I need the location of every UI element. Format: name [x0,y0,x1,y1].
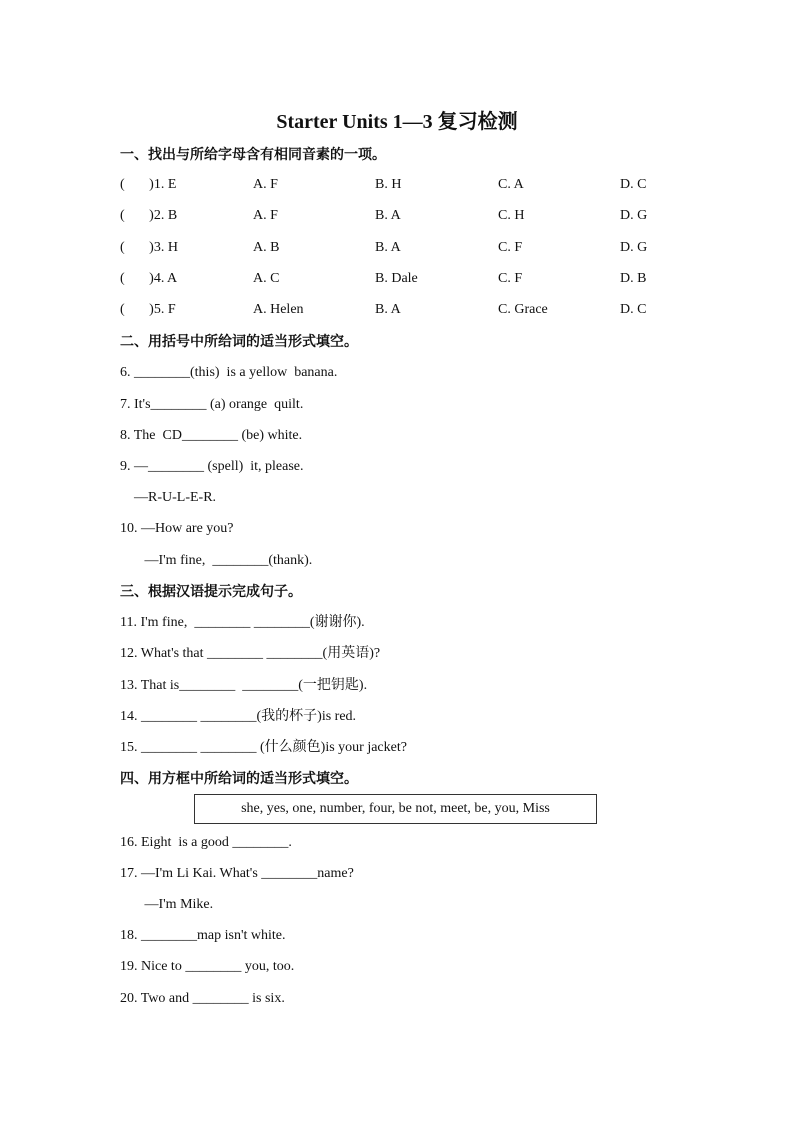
answer-line: —R-U-L-E-R. [120,490,217,505]
question-line: 6. ________(this) is a yellow banana. [120,365,338,380]
option-d: D. G [620,208,648,223]
question-line: 10. —How are you? [120,521,234,536]
question-row-4 [120,271,680,289]
section-3-heading: 三、根据汉语提示完成句子。 [120,584,302,600]
option-b: B. A [375,240,401,255]
section-1-heading: 一、找出与所给字母含有相同音素的一项。 [120,147,386,163]
option-c: C. F [498,240,523,255]
option-a: A. C [253,271,280,286]
question-line: 16. Eight is a good ________. [120,835,292,850]
option-b: B. A [375,208,401,223]
question-stem: ( )1. E [120,177,177,192]
answer-line: —I'm fine, ________(thank). [120,553,313,568]
question-line: 15. ________ ________ (什么颜色)is your jacket? [120,740,407,755]
option-c: C. H [498,208,525,223]
option-b: B. H [375,177,402,192]
question-line: 14. ________ ________(我的杯子)is red. [120,709,357,724]
option-a: A. B [253,240,280,255]
option-c: C. A [498,177,524,192]
question-line: 20. Two and ________ is six. [120,991,285,1006]
question-line: 9. —________ (spell) it, please. [120,459,304,474]
question-line: 12. What's that ________ ________(用英语)? [120,646,381,661]
option-a: A. Helen [253,302,304,317]
option-d: D. C [620,177,647,192]
question-row-3 [120,240,680,258]
option-c: C. F [498,271,523,286]
question-row-2 [120,208,680,226]
option-b: B. A [375,302,401,317]
question-line: 17. —I'm Li Kai. What's ________name? [120,866,354,881]
question-line: 8. The CD________ (be) white. [120,428,303,443]
question-line: 11. I'm fine, ________ ________(谢谢你). [120,615,365,630]
option-c: C. Grace [498,302,548,317]
option-a: A. F [253,208,278,223]
question-line: 19. Nice to ________ you, too. [120,959,295,974]
question-stem: ( )3. H [120,240,178,255]
question-stem: ( )2. B [120,208,178,223]
answer-line: —I'm Mike. [120,897,214,912]
section-4-heading: 四、用方框中所给词的适当形式填空。 [120,771,358,787]
option-d: D. G [620,240,648,255]
question-stem: ( )5. F [120,302,176,317]
option-d: D. C [620,302,647,317]
page-title: Starter Units 1—3 复习检测 [276,111,518,133]
section-2-heading: 二、用括号中所给词的适当形式填空。 [120,334,358,350]
option-b: B. Dale [375,271,418,286]
question-line: 18. ________map isn't white. [120,928,286,943]
question-row-5 [120,302,680,320]
option-a: A. F [253,177,278,192]
option-d: D. B [620,271,647,286]
question-line: 13. That is________ ________(一把钥匙). [120,678,368,693]
question-stem: ( )4. A [120,271,178,286]
question-row-1 [120,177,680,195]
question-line: 7. It's________ (a) orange quilt. [120,397,304,412]
word-box: she, yes, one, number, four, be not, meet, be, you, Miss [194,794,597,824]
